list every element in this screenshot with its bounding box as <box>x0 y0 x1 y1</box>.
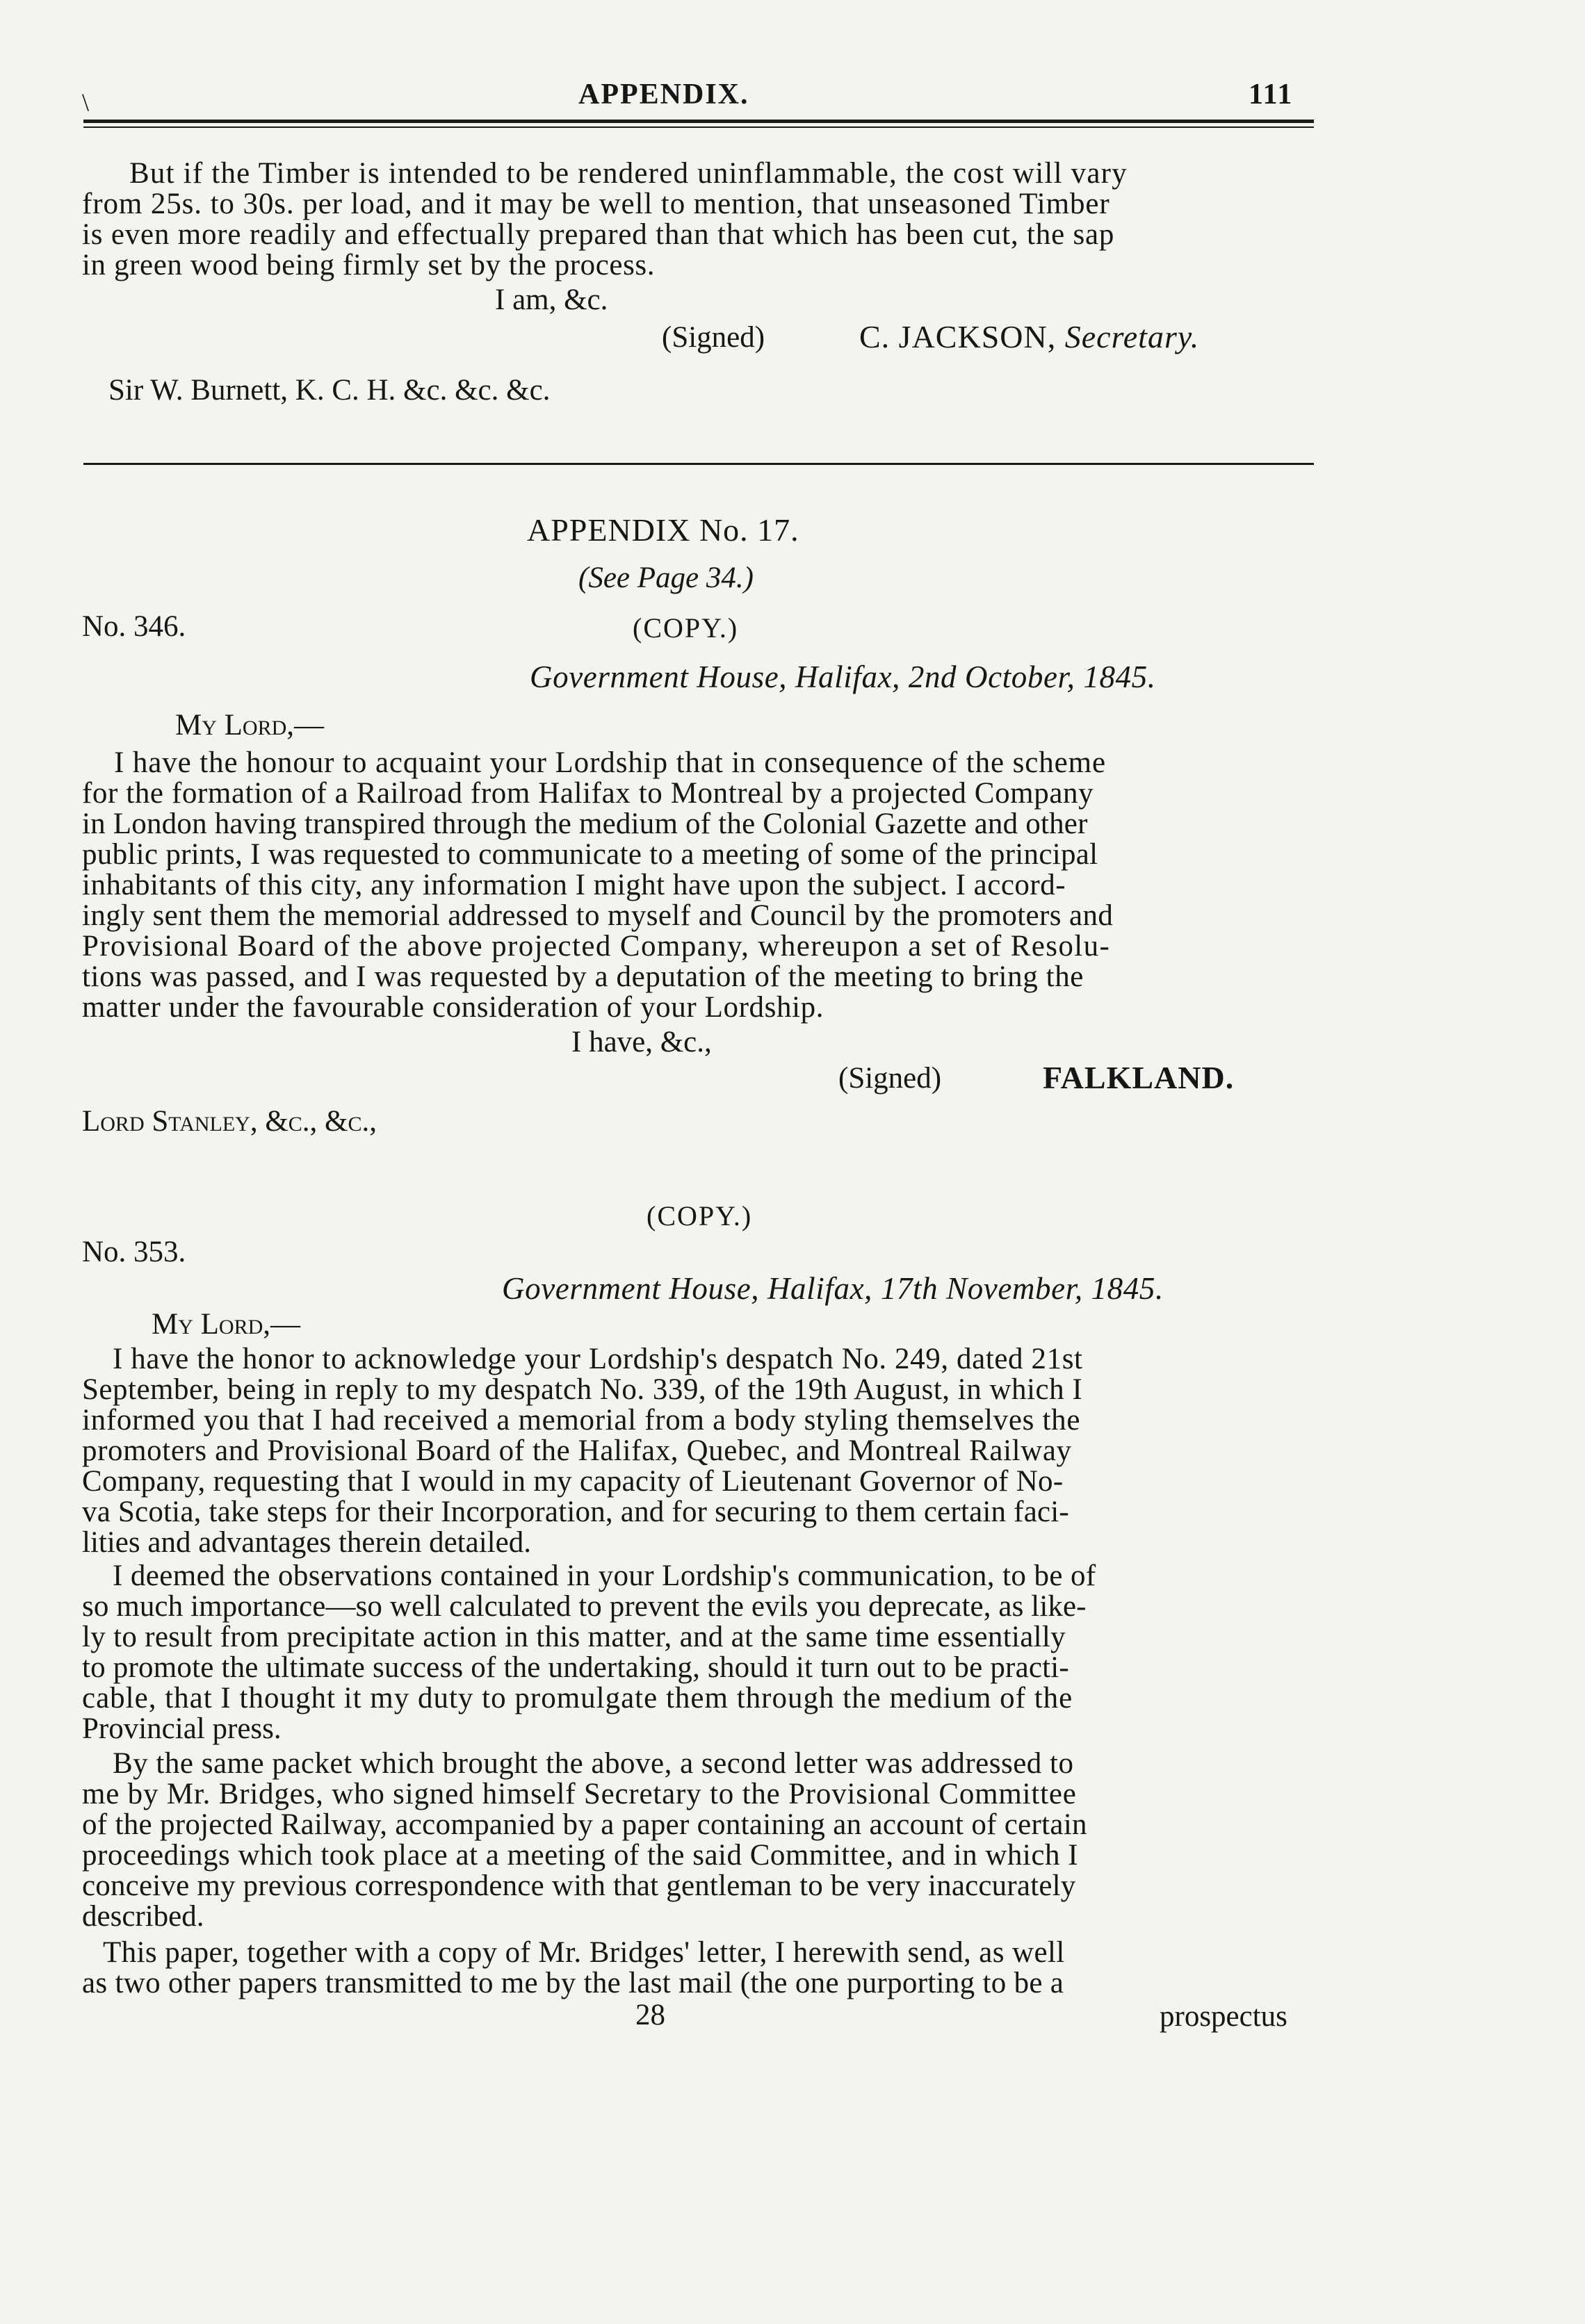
letter2-salutation: My Lord,— <box>152 1308 301 1341</box>
letter2-dateline: Government House, Halifax, 17th November, 1845. <box>502 1271 1164 1306</box>
letter1-line: matter under the favourable consideration of your Lordship. <box>82 991 824 1024</box>
letter2-para1-line: promoters and Provisional Board of the Halifax, Quebec, and Montreal Railway <box>82 1434 1072 1467</box>
page-number: 111 <box>1249 79 1294 111</box>
block1-closing: I am, &c. <box>495 284 608 316</box>
block1-line: from 25s. to 30s. per load, and it may be well to mention, that unseasoned Timber <box>82 188 1110 220</box>
letter2-para1-line: September, being in reply to my despatch No. 339, of the 19th August, in which I <box>82 1373 1083 1406</box>
letter2-para1-line: lities and advantages therein detailed. <box>82 1526 531 1559</box>
letter1-line: for the formation of a Railroad from Halifax to Montreal by a projected Company <box>82 777 1094 810</box>
letter2-para3-line: of the projected Railway, accompanied by a paper containing an account of certain <box>82 1808 1087 1841</box>
block1-line: in green wood being firmly set by the process. <box>82 249 656 281</box>
letter1-line: tions was passed, and I was requested by a deputation of the meeting to bring the <box>82 960 1084 993</box>
letter2-para2-line: I deemed the observations contained in your Lordship's communication, to be of <box>113 1560 1096 1592</box>
letter2-para4-line: This paper, together with a copy of Mr. Bridges' letter, I herewith send, as well <box>103 1936 1065 1969</box>
block1-addressee: Sir W. Burnett, K. C. H. &c. &c. &c. <box>108 374 551 407</box>
block1-signer <box>859 321 1199 353</box>
letter2-para3-line: me by Mr. Bridges, who signed himself Secretary to the Provisional Committee <box>82 1778 1077 1810</box>
letter1-dateline: Government House, Halifax, 2nd October, 1845. <box>530 660 1156 694</box>
letter1-addressee: Lord Stanley, &c., &c., <box>82 1105 377 1138</box>
letter1-line: inhabitants of this city, any information I might have upon the subject. I accord- <box>82 869 1066 901</box>
letter2-para2-line: so much importance—so well calculated to prevent the evils you deprecate, as like- <box>82 1590 1087 1623</box>
letter2-para3-line: proceedings which took place at a meeting of the said Committee, and in which I <box>82 1839 1079 1872</box>
letter2-para1-line: va Scotia, take steps for their Incorporation, and for securing to them certain faci- <box>82 1496 1069 1528</box>
block1-signer-name: C. JACKSON, <box>859 319 1057 354</box>
letter2-number: No. 353. <box>82 1236 186 1268</box>
block1-signed: (Signed) <box>662 321 765 354</box>
letter2-para1-line: informed you that I had received a memorial from a body styling themselves the <box>82 1404 1081 1437</box>
letter2-para2-line: to promote the ultimate success of the undertaking, should it turn out to be practi- <box>82 1651 1069 1684</box>
letter2-para2-line: Provincial press. <box>82 1712 282 1745</box>
letter2-copy-label: (COPY.) <box>647 1200 753 1231</box>
letter2-para3-line: described. <box>82 1900 204 1933</box>
letter1-line: public prints, I was requested to communicate to a meeting of some of the principal <box>82 838 1098 871</box>
letter1-copy-label: (COPY.) <box>633 612 739 644</box>
section-divider <box>83 463 1314 465</box>
letter2-para2-line: ly to result from precipitate action in this matter, and at the same time essentially <box>82 1621 1066 1653</box>
header-left-mark: \ <box>82 88 91 116</box>
header-rule-thin <box>83 126 1314 128</box>
appendix-title: APPENDIX No. 17. <box>527 512 799 548</box>
letter1-salutation: My Lord,— <box>175 709 325 742</box>
block1-signer-title: Secretary. <box>1064 319 1200 354</box>
block1-line: is even more readily and effectually prepared than that which has been cut, the sap <box>82 218 1115 251</box>
letter1-signed: (Signed) <box>838 1062 942 1095</box>
letter2-para3-line: By the same packet which brought the above, a second letter was addressed to <box>113 1747 1074 1780</box>
catchword: prospectus <box>1160 2000 1287 2033</box>
letter1-line: Provisional Board of the above projected Company, whereupon a set of Resolu- <box>82 930 1111 963</box>
letter2-para1-line: Company, requesting that I would in my capacity of Lieutenant Governor of No- <box>82 1465 1064 1498</box>
header-rule-thick <box>83 120 1314 123</box>
letter1-signer: FALKLAND. <box>1043 1060 1235 1095</box>
letter1-line: I have the honour to acquaint your Lordship that in consequence of the scheme <box>114 746 1106 779</box>
letter2-para1-line: I have the honor to acknowledge your Lordship's despatch No. 249, dated 21st <box>113 1343 1083 1375</box>
letter2-para3-line: conceive my previous correspondence with that gentleman to be very inaccurately <box>82 1869 1076 1902</box>
letter1-number: No. 346. <box>82 610 186 643</box>
see-page-ref: (See Page 34.) <box>578 562 754 594</box>
letter1-line: ingly sent them the memorial addressed to myself and Council by the promoters and <box>82 899 1114 932</box>
letter1-line: in London having transpired through the medium of the Colonial Gazette and other <box>82 808 1088 840</box>
letter2-para4-line: as two other papers transmitted to me by the last mail (the one purporting to be a <box>82 1967 1064 1999</box>
block1-line: But if the Timber is intended to be rendered uninflammable, the cost will vary <box>129 157 1128 190</box>
signature-mark: 28 <box>635 1999 665 2031</box>
letter2-para2-line: cable, that I thought it my duty to promulgate them through the medium of the <box>82 1682 1073 1715</box>
running-title: APPENDIX. <box>578 79 749 111</box>
letter1-closing: I have, &c., <box>571 1026 712 1058</box>
